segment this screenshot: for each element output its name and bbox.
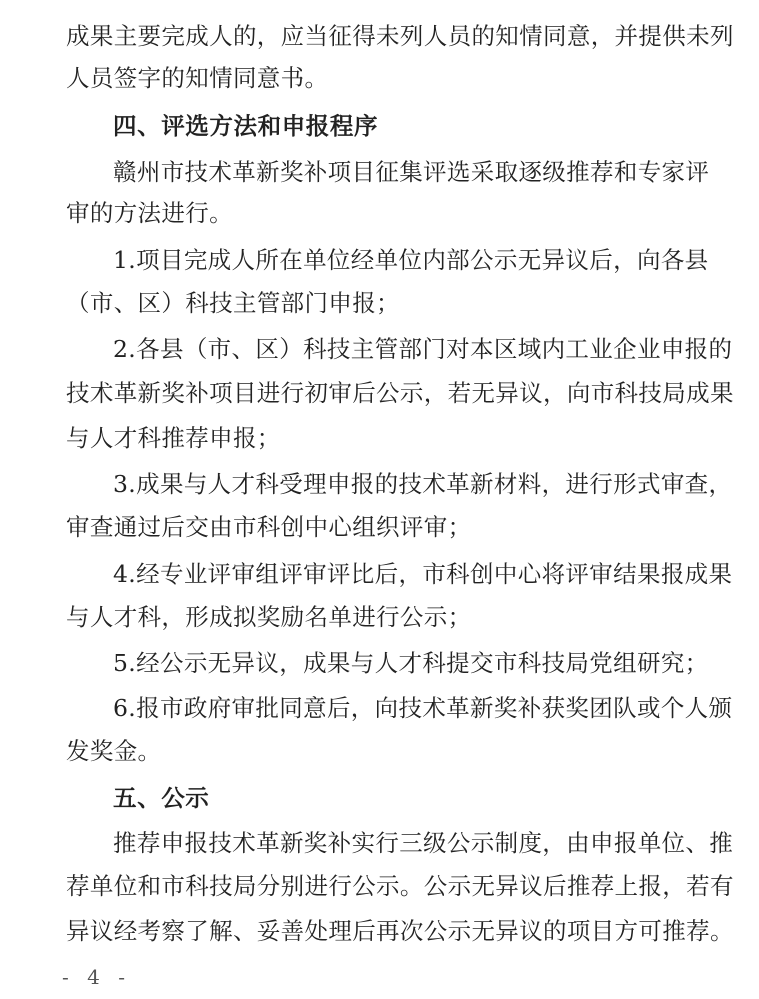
list-item: 5.经公示无异议，成果与人才科提交市科技局党组研究；	[113, 649, 709, 677]
page-number: - 4 -	[62, 965, 131, 989]
list-item: 3.成果与人才科受理申报的技术革新材料，进行形式审查，	[113, 470, 733, 498]
text-line: 发奖金。	[66, 737, 162, 765]
text-line: 审的方法进行。	[66, 199, 233, 227]
list-item: 6.报市政府审批同意后，向技术革新奖补获奖团队或个人颁	[113, 694, 733, 722]
list-item: 2.各县（市、区）科技主管部门对本区域内工业企业申报的	[113, 335, 733, 363]
list-item: 4.经专业评审组评审评比后，市科创中心将评审结果报成果	[113, 560, 733, 588]
text-line: 异议经考察了解、妥善处理后再次公示无异议的项目方可推荐。	[66, 917, 734, 945]
text-line: 人员签字的知情同意书。	[66, 64, 329, 92]
text-line: 审查通过后交由市科创中心组织评审；	[66, 513, 472, 541]
list-item: 1.项目完成人所在单位经单位内部公示无异议后，向各县	[113, 246, 709, 274]
text-line: 技术革新奖补项目进行初审后公示，若无异议，向市科技局成果	[66, 379, 734, 407]
text-line: 与人才科，形成拟奖励名单进行公示；	[66, 603, 472, 631]
text-line: 与人才科推荐申报；	[66, 424, 281, 452]
text-line: （市、区）科技主管部门申报；	[66, 289, 400, 317]
section-heading: 四、评选方法和申报程序	[113, 112, 379, 140]
text-line: 赣州市技术革新奖补项目征集评选采取逐级推荐和专家评	[113, 158, 710, 186]
section-heading: 五、公示	[113, 784, 210, 812]
text-line: 推荐申报技术革新奖补实行三级公示制度，由申报单位、推	[113, 829, 734, 857]
text-line: 荐单位和市科技局分别进行公示。公示无异议后推荐上报，若有	[66, 872, 734, 900]
text-line: 成果主要完成人的，应当征得未列人员的知情同意，并提供未列	[66, 22, 734, 50]
